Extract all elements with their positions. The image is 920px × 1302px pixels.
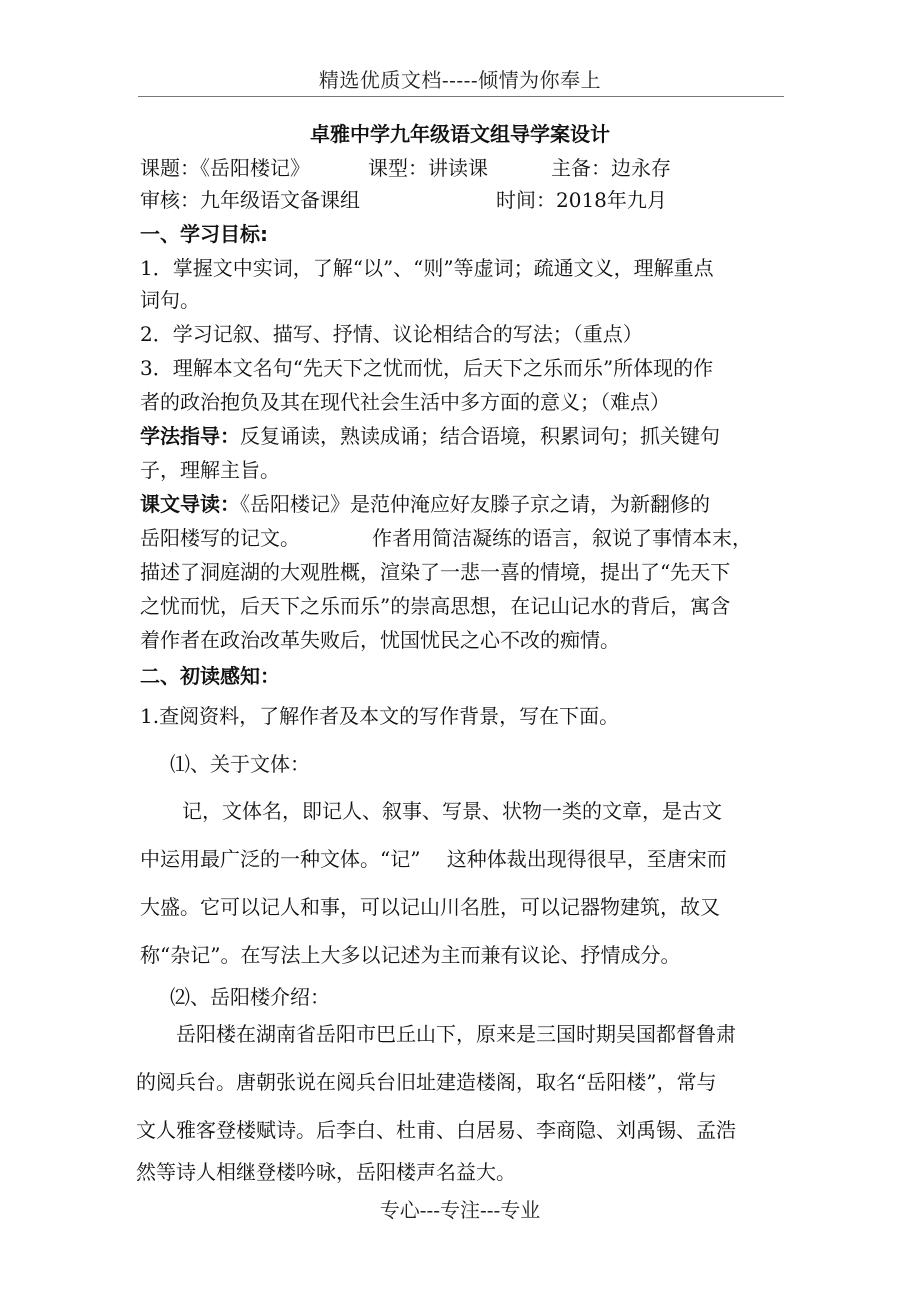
goal-2: 2．学习记叙、描写、抒情、议论相结合的写法；（重点） [140, 322, 643, 346]
page-header: 精选优质文档-----倾情为你奉上 [318, 68, 602, 92]
meta-type: 课型：讲读课 [368, 156, 488, 180]
tower-para-line-1: 岳阳楼在湖南省岳阳市巴丘山下，原来是三国时期吴国都督鲁肃 [176, 1022, 736, 1046]
intro-line-4: 之忧而忧，后天下之乐而乐”的崇高思想，在记山记水的背后，寓含 [140, 594, 731, 618]
meta-time: 时间：2018年九月 [496, 188, 667, 212]
document-title: 卓雅中学九年级语文组导学案设计 [310, 122, 610, 146]
intro-line-3: 描述了洞庭湖的大观胜概，渲染了一悲一喜的情境，提出了“先天下 [140, 560, 731, 584]
intro-line-2b: 作者用简洁凝练的语言，叙说了事情本末， [372, 526, 752, 550]
subheading-tower: ⑵、岳阳楼介绍： [170, 985, 330, 1009]
method-text-1: 反复诵读，熟读成诵；结合语境，积累词句；抓关键句 [240, 424, 720, 448]
method-line-1 [140, 422, 720, 450]
meta-topic: 课题：《岳阳楼记》 [140, 156, 310, 180]
question-1: 1.查阅资料，了解作者及本文的写作背景，写在下面。 [140, 704, 620, 728]
genre-para-line-1: 记，文体名，即记人、叙事、写景、状物一类的文章，是古文 [182, 799, 722, 823]
method-label: 学法指导： [140, 424, 240, 448]
goal-3-line-2: 者的政治抱负及其在现代社会生活中多方面的意义；（难点） [140, 390, 670, 414]
tower-para-line-2: 的阅兵台。唐朝张说在阅兵台旧址建造楼阁，取名“岳阳楼”，常与 [136, 1070, 717, 1094]
goal-3-line-1: 3．理解本文名句“先天下之忧而忧，后天下之乐而乐”所体现的作 [140, 356, 714, 380]
tower-para-line-3: 文人雅客登楼赋诗。后李白、杜甫、白居易、李商隐、刘禹锡、孟浩 [136, 1118, 736, 1142]
meta-lead: 主备：边永存 [551, 156, 671, 180]
meta-review: 审核：九年级语文备课组 [140, 188, 360, 212]
intro-label: 课文导读： [140, 492, 240, 516]
genre-para-line-2: 中运用最广泛的一种文体。“记” 这种体裁出现得很早，至唐宋而 [140, 847, 727, 871]
goal-1-line-1: 1．掌握文中实词，了解“以”、“则”等虚词；疏通文义，理解重点 [140, 256, 714, 280]
intro-text-1: 《岳阳楼记》是范仲淹应好友滕子京之请，为新翻修的 [240, 492, 710, 516]
genre-para-line-4: 称“杂记”。在写法上大多以记述为主而兼有议论、抒情成分。 [140, 943, 681, 967]
intro-line-5: 着作者在政治改革失败后，忧国忧民之心不改的痴情。 [140, 628, 620, 652]
genre-para-line-3: 大盛。它可以记人和事，可以记山川名胜，可以记器物建筑，故又 [140, 895, 720, 919]
header-rule [138, 96, 784, 97]
intro-line-1 [140, 490, 710, 518]
goal-1-line-2: 词句。 [140, 288, 200, 312]
tower-para-line-4: 然等诗人相继登楼吟咏，岳阳楼声名益大。 [136, 1160, 516, 1184]
page-footer: 专心---专注---专业 [379, 1198, 541, 1222]
section-2-heading: 二、初读感知： [140, 664, 280, 688]
section-1-heading: 一、学习目标: [140, 222, 268, 246]
subheading-genre: ⑴、关于文体： [170, 752, 310, 776]
intro-line-2a: 岳阳楼写的记文。 [140, 526, 300, 550]
method-text-2: 子，理解主旨。 [140, 458, 280, 482]
